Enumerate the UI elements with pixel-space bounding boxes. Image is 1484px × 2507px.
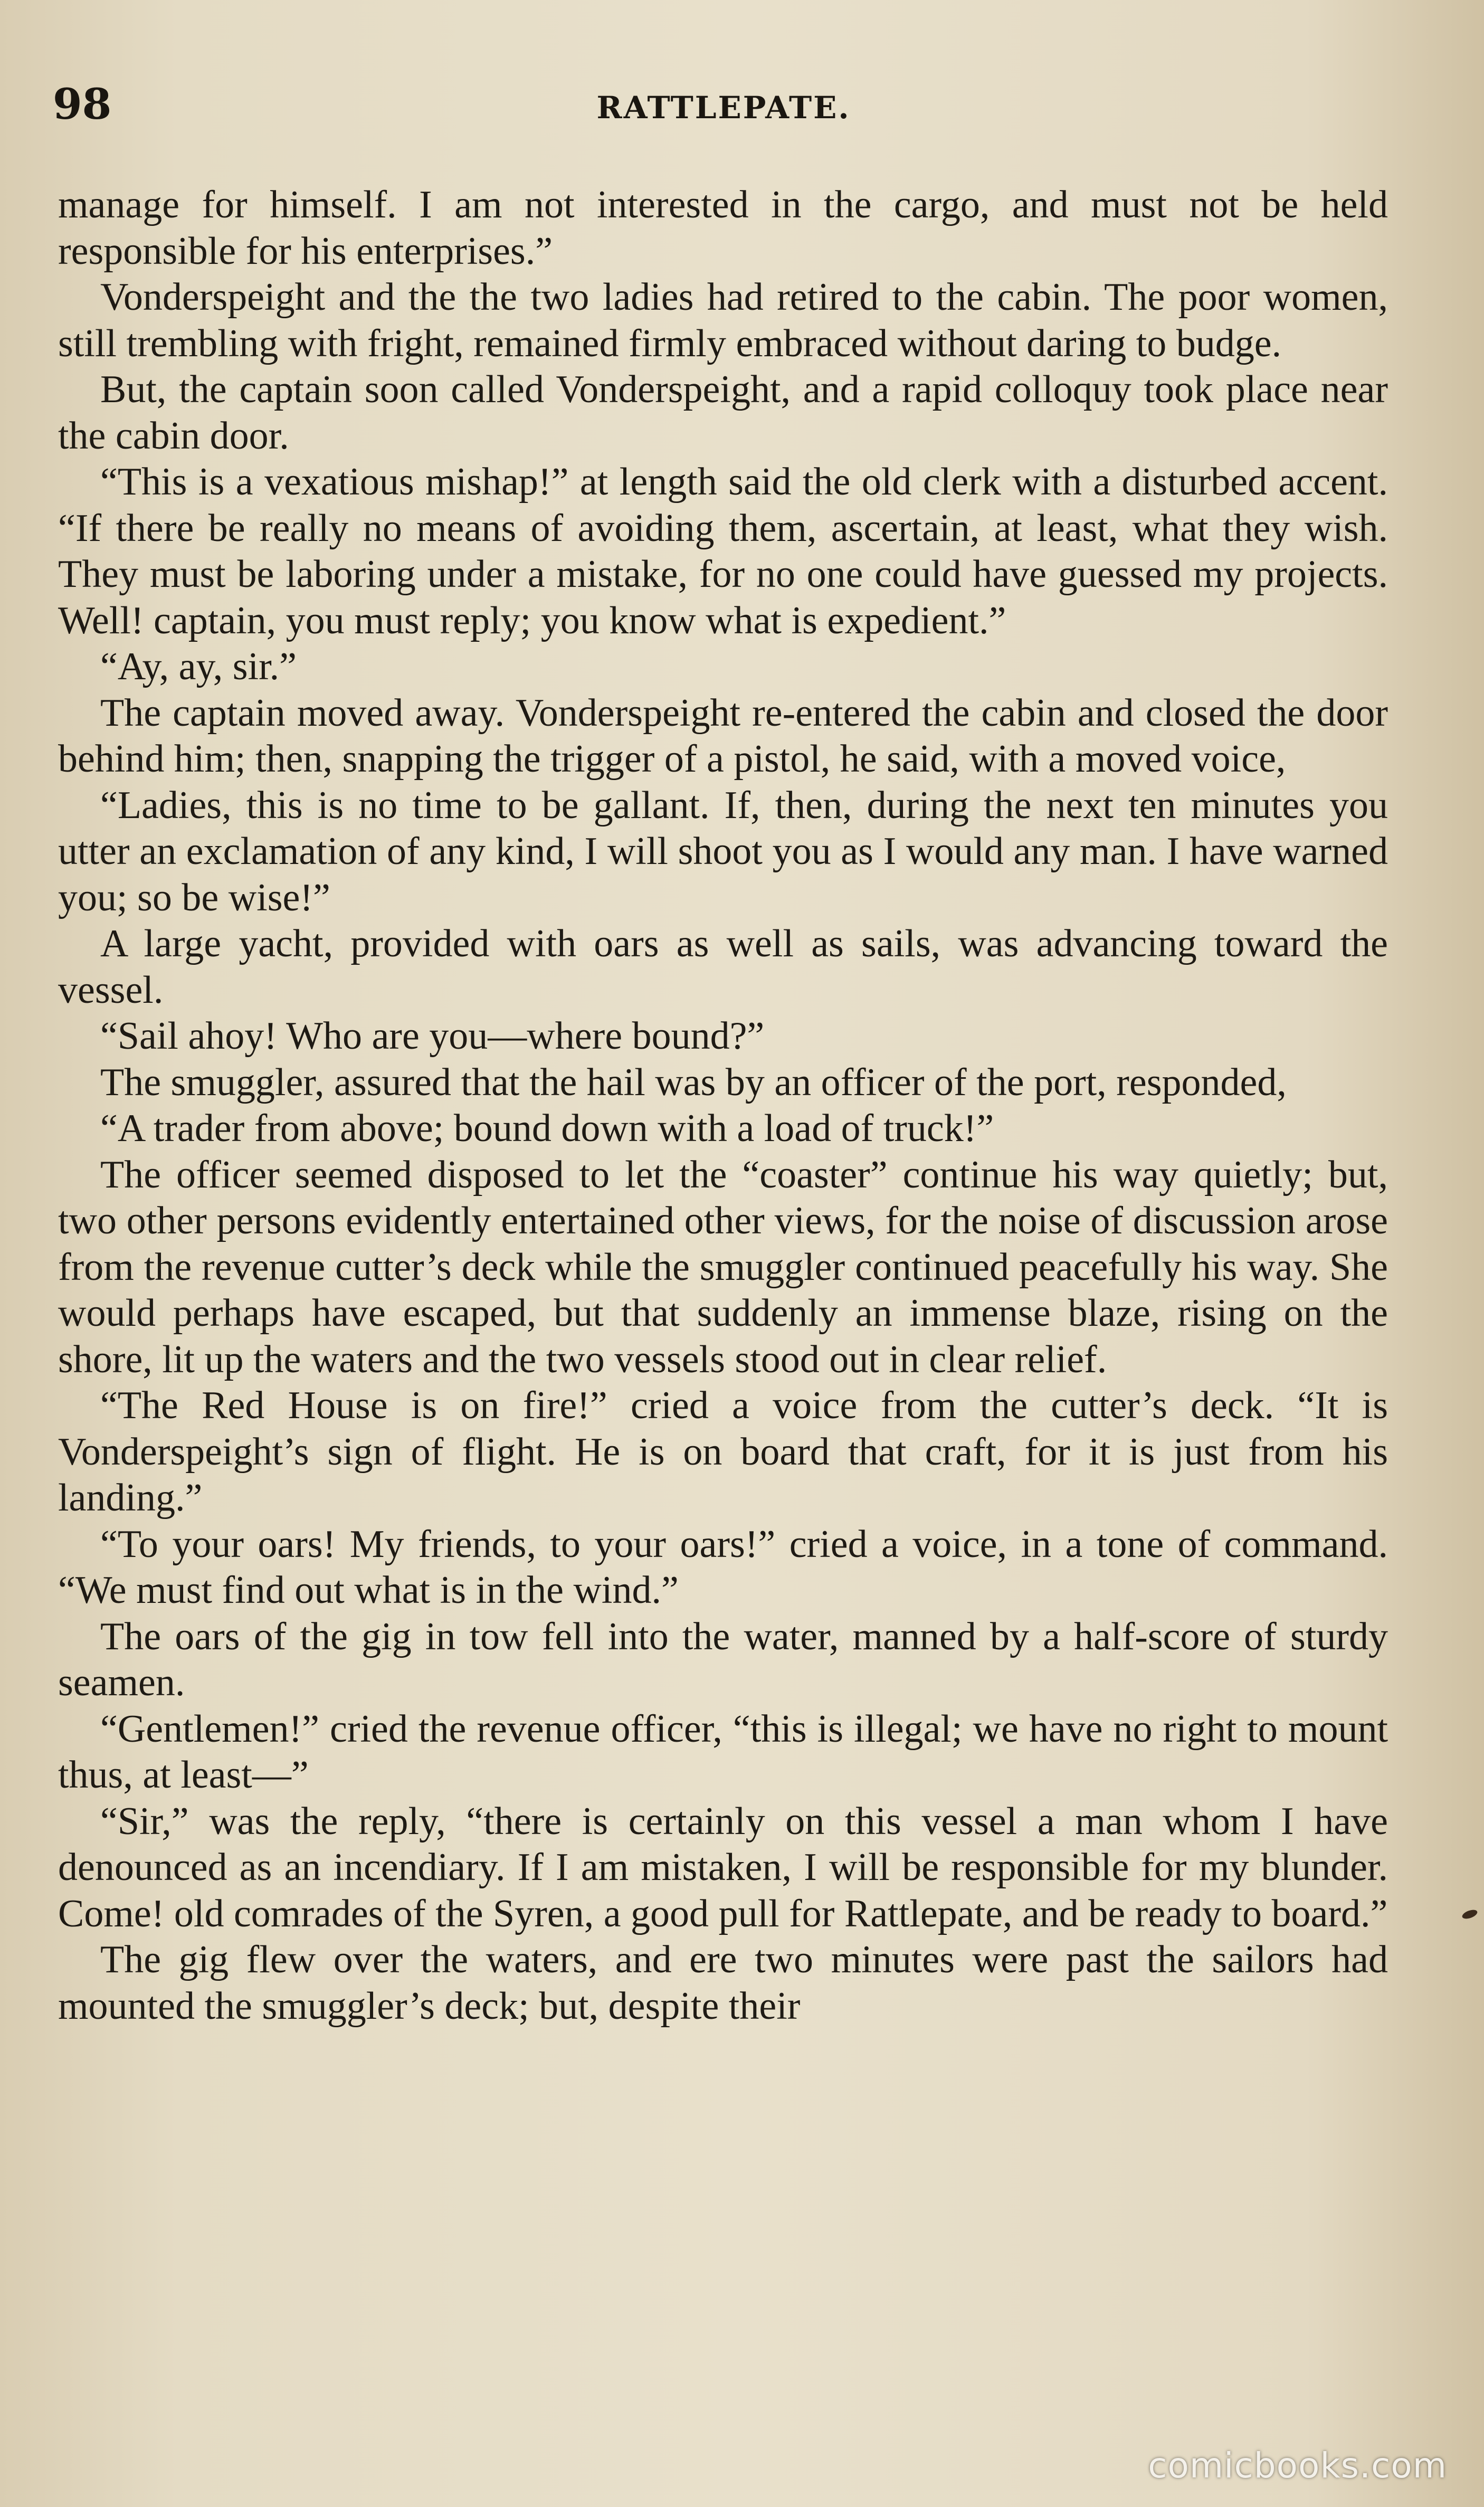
paragraph: Vonderspeight and the the two ladies had retired to the cabin. The poor women, still trembling with fright, remained firmly embraced without daring to budge. <box>58 276 1388 365</box>
page-number: 98 <box>53 79 112 129</box>
body-text <box>58 182 1388 2029</box>
paragraph: The oars of the gig in tow fell into the water, manned by a half-score of sturdy seamen. <box>58 1615 1388 1704</box>
paragraph: “A trader from above; bound down with a load of truck!” <box>100 1107 994 1150</box>
paragraph: “Ladies, this is no time to be gallant. If, then, during the next ten minutes you utter an exclamation of any kind, I will shoot you as I would any man. I have warned you; so be wise!” <box>58 783 1388 919</box>
paragraph: The smuggler, assured that the hail was by an officer of the port, responded, <box>100 1060 1287 1104</box>
paragraph: “This is a vexatious mishap!” at length said the old clerk with a disturbed accent. “If there be really no means of avoiding them, ascertain, at least, what they wish. They must be laboring under a mistake, for no one could have guessed my projects. Well! captain, you must reply; you know what is expedient.” <box>58 460 1388 642</box>
paragraph: A large yacht, provided with oars as well as sails, was advancing toward the vessel. <box>58 922 1388 1012</box>
paragraph: “Sail ahoy! Who are you—where bound?” <box>100 1014 765 1058</box>
ink-speck <box>1461 1908 1479 1920</box>
paragraph: The captain moved away. Vonderspeight re-entered the cabin and closed the door behind him; then, snapping the trigger of a pistol, he said, with a moved voice, <box>58 691 1388 781</box>
paragraph: The gig flew over the waters, and ere two minutes were past the sailors had mounted the smuggler’s deck; but, despite their <box>58 1938 1388 2028</box>
paragraph: “To your oars! My friends, to your oars!” cried a voice, in a tone of command. “We must find out what is in the wind.” <box>58 1522 1388 1612</box>
paragraph: “The Red House is on fire!” cried a voice from the cutter’s deck. “It is Vonderspeight’s sign of flight. He is on board that craft, for it is just from his landing.” <box>58 1384 1388 1520</box>
running-title: RATTLEPATE. <box>596 90 851 126</box>
page-header <box>53 79 1394 137</box>
paragraph: “Ay, ay, sir.” <box>100 645 297 688</box>
paragraph: “Gentlemen!” cried the revenue officer, “this is illegal; we have no right to mount thus, at least—” <box>58 1707 1388 1797</box>
watermark: comicbooks.com <box>1148 2445 1447 2486</box>
paragraph: manage for himself. I am not interested in the cargo, and must not be held responsible for his enterprises.” <box>58 183 1388 273</box>
paragraph: “Sir,” was the reply, “there is certainly on this vessel a man whom I have denounced as an incendiary. If I am mistaken, I will be responsible for my blunder. Come! old comrades of the Syren, a good pull for Rattlepate, and be ready to board.” <box>58 1799 1388 1935</box>
paragraph: But, the captain soon called Vonderspeight, and a rapid colloquy took place near the cabin door. <box>58 368 1388 458</box>
paragraph: The officer seemed disposed to let the “coaster” continue his way quietly; but, two other persons evidently entertained other views, for the noise of discussion arose from the revenue cutter’s deck while the smuggler continued peacefully his way. She would perhaps have escaped, but that suddenly an immense blaze, rising on the shore, lit up the waters and the two vessels stood out in clear relief. <box>58 1153 1388 1381</box>
